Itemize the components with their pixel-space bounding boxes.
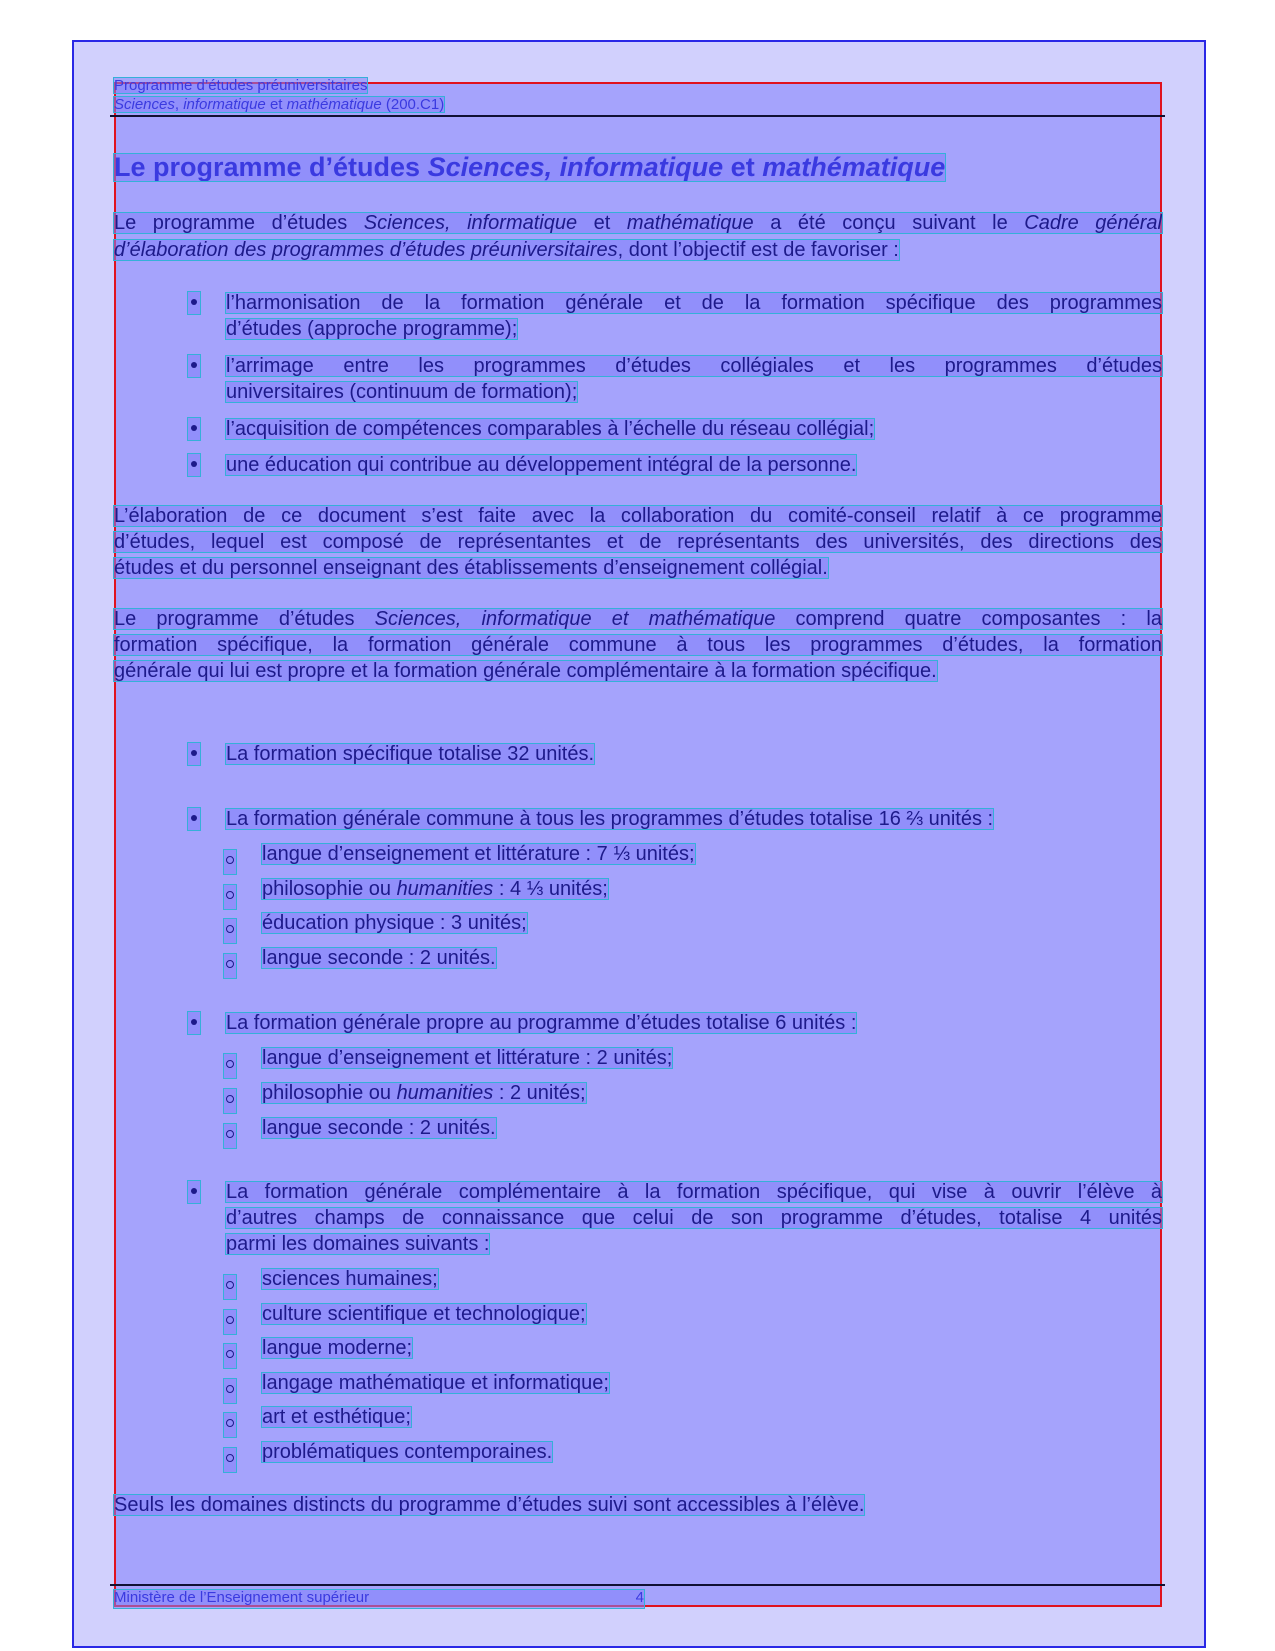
objective-1-line-2: d’études (approche programme); (226, 318, 518, 340)
paragraph3-line-3: générale qui lui est propre et la formation générale complémentaire à la formation spécifique. (114, 660, 937, 682)
own-item-3: langue seconde : 2 unités. (262, 1117, 496, 1139)
bullet-icon (188, 454, 200, 476)
running-header-line1: Programme d’études préuniversitaires (114, 77, 368, 94)
header-et: et (269, 96, 283, 113)
circle-bullet-icon (224, 1089, 236, 1113)
circle-bullet-icon (224, 1054, 236, 1078)
bullet-icon (188, 418, 200, 440)
objective-1-line-1: l’harmonisation de la formation générale et de la formation spécifique des programmes (226, 292, 1162, 314)
component-specific: La formation spécifique totalise 32 unités. (226, 743, 594, 765)
page-number: 4 (635, 1589, 644, 1606)
bullet-icon (188, 743, 200, 765)
objective-2-line-1: l’arrimage entre les programmes d’études collégiales et les programmes d’études (226, 355, 1162, 377)
domain-item-2: culture scientifique et technologique; (262, 1303, 586, 1325)
paragraph3-line-2: formation spécifique, la formation générale commune à tous les programmes d’études, la formation (114, 634, 1162, 656)
footer (114, 1590, 644, 1608)
circle-bullet-icon (224, 954, 236, 978)
objective-3: l’acquisition de compétences comparables à l’échelle du réseau collégial; (226, 418, 875, 440)
paragraph2-line-1: L’élaboration de ce document s’est faite avec la collaboration du comité-conseil relatif à ce programme (114, 505, 1162, 527)
domain-item-1: sciences humaines; (262, 1268, 438, 1290)
header-italic-informatique: informatique (183, 96, 266, 113)
own-item-1: langue d’enseignement et littérature : 2 unités; (262, 1047, 673, 1069)
circle-bullet-icon (224, 850, 236, 874)
footer-ministry: Ministère de l’Enseignement supérieur (114, 1589, 370, 1606)
circle-bullet-icon (224, 1124, 236, 1148)
circle-bullet-icon (224, 1379, 236, 1403)
domain-item-4: langage mathématique et informatique; (262, 1372, 609, 1394)
circle-bullet-icon (224, 919, 236, 943)
circle-bullet-icon (224, 1448, 236, 1472)
common-item-4: langue seconde : 2 unités. (262, 947, 496, 969)
footer-rule (110, 1584, 1165, 1586)
intro-line-2: d’élaboration des programmes d’études préuniversitaires, dont l’objectif est de favoriser : (114, 239, 899, 261)
header-italic-sciences: Sciences (114, 96, 175, 113)
closing-sentence: Seuls les domaines distincts du programme d’études suivi sont accessibles à l’élève. (114, 1494, 865, 1516)
running-header-line2: Sciences, informatique et mathématique (200.C1) (114, 96, 445, 113)
paragraph3-line-1: Le programme d’études Sciences, informatique et mathématique comprend quatre composantes : la (114, 608, 1162, 630)
bullet-icon (188, 1012, 200, 1034)
complementary-line-2: d’autres champs de connaissance que celui de son programme d’études, totalise 4 unités (226, 1207, 1162, 1229)
intro-line-1: Le programme d’études Sciences, informatique et mathématique a été conçu suivant le Cadre général (114, 212, 1162, 234)
header-rule (110, 115, 1165, 117)
domain-item-5: art et esthétique; (262, 1406, 411, 1428)
header-program-code: (200.C1) (385, 96, 445, 113)
circle-bullet-icon (224, 885, 236, 909)
circle-bullet-icon (224, 1275, 236, 1299)
circle-bullet-icon (224, 1310, 236, 1334)
paragraph2-line-3: études et du personnel enseignant des établissements d’enseignement collégial. (114, 557, 828, 579)
circle-bullet-icon (224, 1344, 236, 1368)
bullet-icon (188, 808, 200, 830)
complementary-line-1: La formation générale complémentaire à la formation spécifique, qui vise à ouvrir l’élève à (226, 1181, 1162, 1203)
common-item-1: langue d’enseignement et littérature : 7 ⅓ unités; (262, 843, 695, 865)
domain-item-3: langue moderne; (262, 1337, 413, 1359)
objective-2-line-2: universitaires (continuum de formation); (226, 381, 578, 403)
bullet-icon (188, 355, 200, 377)
bullet-icon (188, 292, 200, 314)
component-own-label: La formation générale propre au programme d’études totalise 6 unités : (226, 1012, 857, 1034)
objective-4: une éducation qui contribue au développement intégral de la personne. (226, 454, 857, 476)
bullet-icon (188, 1181, 200, 1203)
header-italic-mathematique: mathématique (286, 96, 382, 113)
paragraph2-line-2: d’études, lequel est composé de représentantes et de représentants des universités, des directions des (114, 531, 1162, 553)
domain-item-6: problématiques contemporaines. (262, 1441, 553, 1463)
component-common-label: La formation générale commune à tous les programmes d’études totalise 16 ⅔ unités : (226, 808, 994, 830)
page-title: Le programme d’études Sciences, informatique et mathématique (114, 152, 946, 182)
common-item-2: philosophie ou humanities : 4 ⅓ unités; (262, 878, 608, 900)
complementary-line-3: parmi les domaines suivants : (226, 1233, 490, 1255)
circle-bullet-icon (224, 1413, 236, 1437)
own-item-2: philosophie ou humanities : 2 unités; (262, 1082, 586, 1104)
common-item-3: éducation physique : 3 unités; (262, 912, 527, 934)
